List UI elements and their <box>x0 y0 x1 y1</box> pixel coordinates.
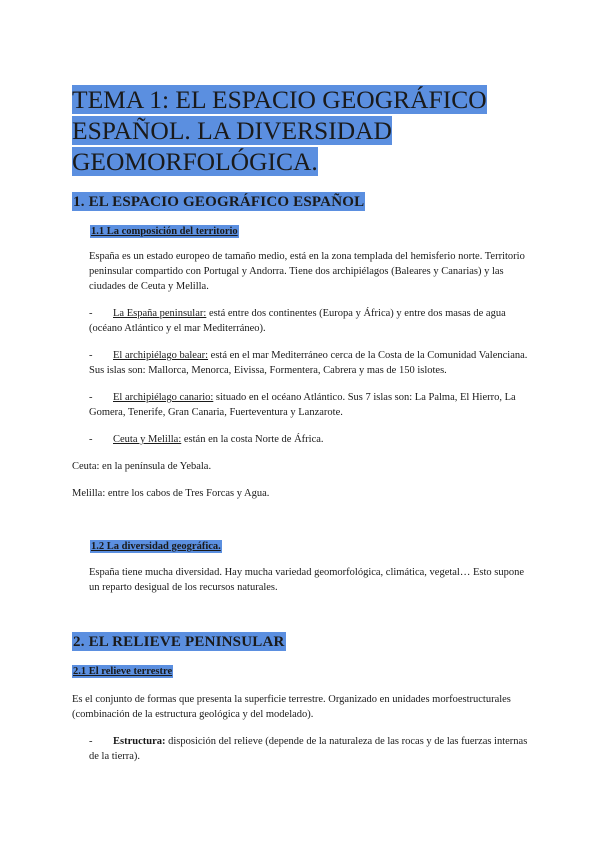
bullet-ceuta-melilla <box>89 432 529 447</box>
bullet-text: está entre dos continentes (Europa y África) y entre dos masas de agua (océano Atlántico y el mar Mediterráneo). <box>89 308 506 334</box>
section-1-heading: 1. EL ESPACIO GEOGRÁFICO ESPAÑOL <box>73 194 365 210</box>
bullet-term: El archipiélago canario: <box>113 392 214 403</box>
melilla-note: Melilla: entre los cabos de Tres Forcas y Agua. <box>72 488 270 499</box>
subsection-2-1-heading: 2.1 El relieve terrestre <box>73 666 173 677</box>
bullet-estructura <box>89 734 529 764</box>
document-title <box>72 84 522 177</box>
bullet-term: La España peninsular: <box>113 308 207 319</box>
bullet-dash: - <box>89 392 93 403</box>
section-2-heading: 2. EL RELIEVE PENINSULAR <box>73 634 285 650</box>
bullet-canario <box>89 390 529 420</box>
subsection-1-2-text: España tiene mucha diversidad. Hay mucha variedad geomorfológica, climática, vegetal… Esto supone un reparto desigual de los recursos naturales. <box>89 567 525 593</box>
subsection-1-2-heading: 1.2 La diversidad geográfica. <box>91 541 221 552</box>
title-line-3: GEOMORFOLÓGICA. <box>72 147 318 176</box>
bullet-term: Estructura: <box>113 736 166 747</box>
title-line-1: TEMA 1: EL ESPACIO GEOGRÁFICO <box>72 85 487 114</box>
bullet-text: están en la costa Norte de África. <box>181 434 324 445</box>
bullet-dash: - <box>89 350 93 361</box>
title-line-2: ESPAÑOL. LA DIVERSIDAD <box>72 116 392 145</box>
bullet-dash: - <box>89 434 93 445</box>
bullet-text: está en el mar Mediterráneo cerca de la Costa de la Comunidad Valenciana. Sus islas son: Mallorca, Menorca, Eivissa, Formentera, Cabrera y mas de 150 islotes. <box>89 350 528 376</box>
subsection-2-1-intro: Es el conjunto de formas que presenta la superficie terrestre. Organizado en unidades morfoestructurales (combinación de la estructura geológica y del modelado). <box>72 694 511 720</box>
ceuta-note: Ceuta: en la península de Yebala. <box>72 461 212 472</box>
bullet-text: situado en el océano Atlántico. Sus 7 islas son: La Palma, El Hierro, La Gomera, Tenerife, Gran Canaria, Fuerteventura y Lanzarote. <box>89 392 516 418</box>
bullet-term: El archipiélago balear: <box>113 350 209 361</box>
subsection-1-1-intro: España es un estado europeo de tamaño medio, está en la zona templada del hemisferio norte. Territorio peninsular compartido con Portugal y Andorra. Tiene dos archipiélagos (Baleares y Canarias) y las ciudades de Ceuta y Melilla. <box>89 251 525 292</box>
bullet-dash: - <box>89 308 93 319</box>
bullet-term: Ceuta y Melilla: <box>113 434 182 445</box>
bullet-peninsular <box>89 306 529 336</box>
bullet-text: disposición del relieve (depende de la naturaleza de las rocas y de las fuerzas internas de la tierra). <box>89 736 528 762</box>
bullet-balear <box>89 348 529 378</box>
subsection-1-1-heading: 1.1 La composición del territorio <box>91 226 238 237</box>
bullet-dash: - <box>89 736 93 747</box>
